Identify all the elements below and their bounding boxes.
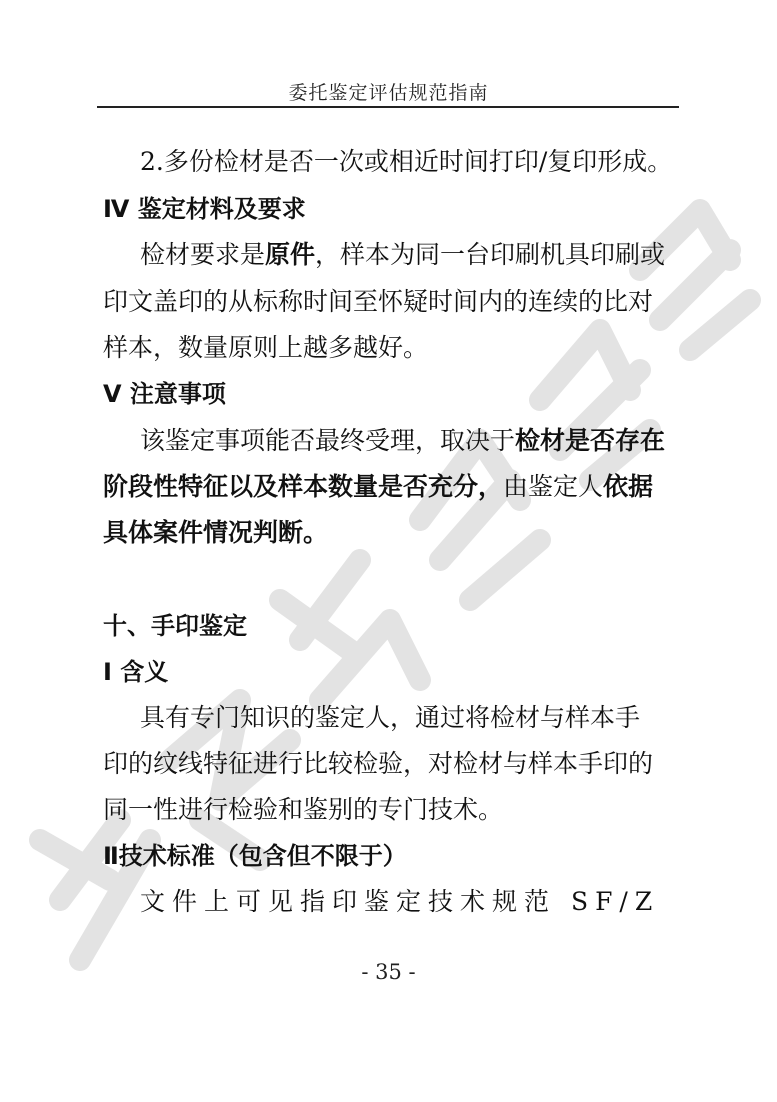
page-number: - 35 - (361, 960, 416, 984)
paragraph-line: 同一性进行检验和鉴别的专门技术。 (103, 795, 504, 824)
section-heading-ii: Ⅱ技术标准（包含但不限于） (103, 842, 407, 870)
section-heading-iv: Ⅳ 鉴定材料及要求 (103, 195, 306, 223)
paragraph-line: 具体案件情况判断。 (103, 518, 329, 547)
bold-text: 原件 (265, 240, 316, 269)
paragraph-line: 印的纹线特征进行比较检验，对检材与样本手印的 (103, 749, 654, 778)
chapter-heading: 十、手印鉴定 (103, 612, 247, 640)
paragraph-line (103, 238, 683, 272)
section-heading-v: Ⅴ 注意事项 (103, 380, 226, 408)
text-run: 由鉴定人 (503, 472, 604, 501)
paragraph-line (103, 424, 683, 458)
text-run: 检材要求是 (140, 240, 266, 269)
section-heading-i: Ⅰ 含义 (103, 658, 169, 686)
paragraph-line: 印文盖印的从标称时间至怀疑时间内的连续的比对 (103, 287, 654, 316)
paragraph-line: 2.多份检材是否一次或相近时间打印/复印形成。 (140, 147, 673, 176)
header-divider (97, 106, 679, 108)
paragraph-line (103, 470, 683, 504)
bold-text: 阶段性特征以及样本数量是否充分， (103, 472, 504, 501)
paragraph-line: 具有专门知识的鉴定人，通过将检材与样本手 (140, 703, 641, 732)
bold-text: 检材是否存在 (515, 426, 666, 455)
bold-text: 依据 (603, 472, 654, 501)
paragraph-line: 样本，数量原则上越多越好。 (103, 333, 429, 362)
paragraph-line: 文件上可见指印鉴定技术规范 SF/Z (140, 887, 660, 916)
text-run: ，样本为同一台印刷机具印刷或 (315, 240, 666, 269)
text-run: 该鉴定事项能否最终受理，取决于 (140, 426, 516, 455)
header-title: 委托鉴定评估规范指南 (288, 82, 489, 104)
